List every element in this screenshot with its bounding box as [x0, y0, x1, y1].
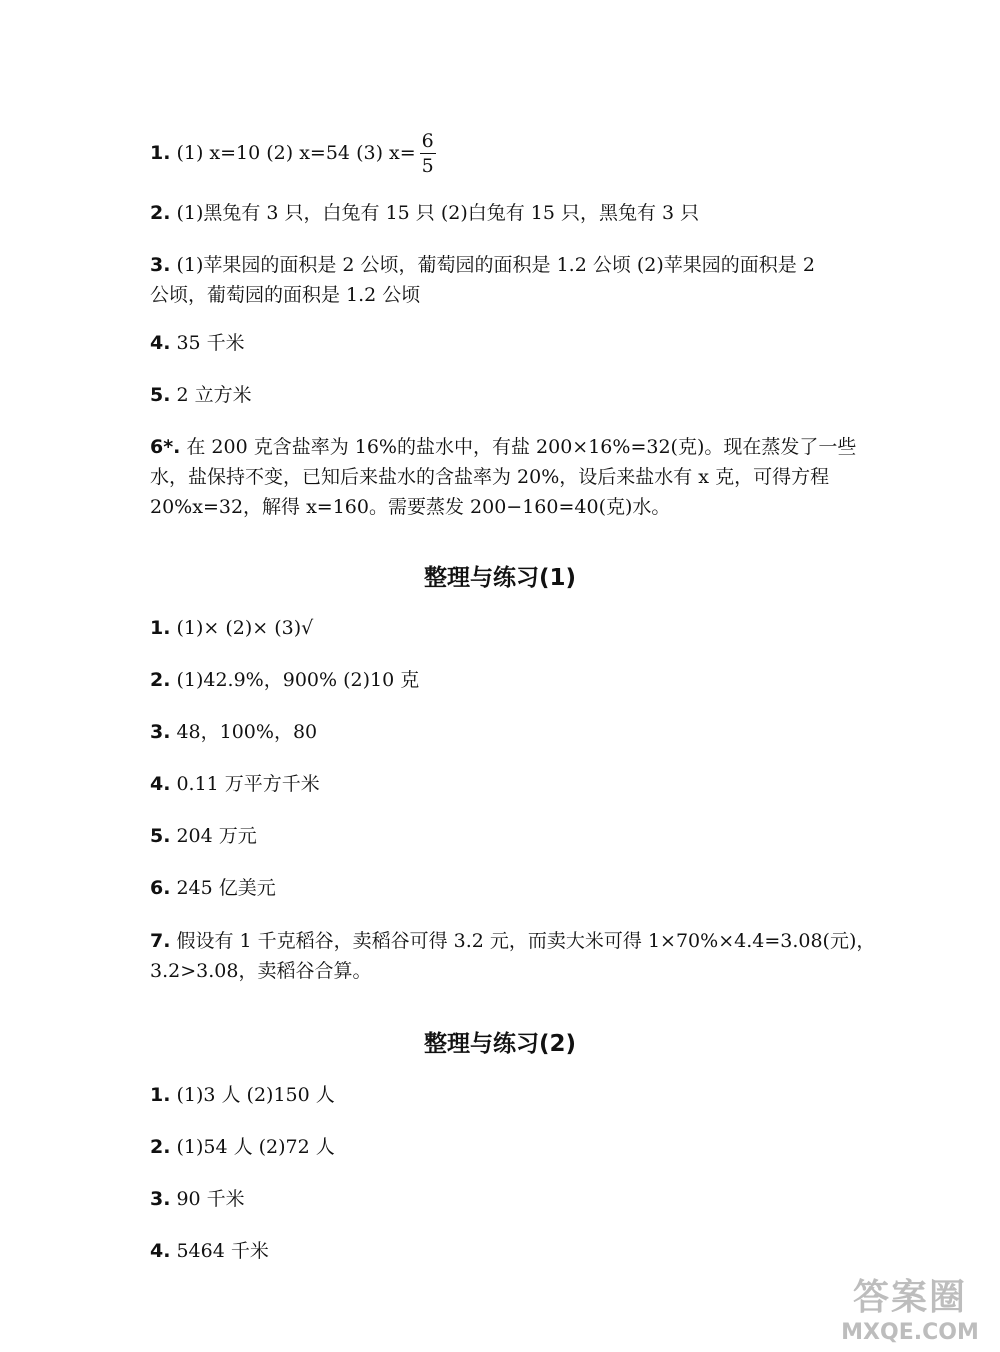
fraction — [420, 132, 436, 176]
answer-1 — [150, 1080, 335, 1110]
question-number: 1. — [150, 617, 171, 639]
answer-1 — [150, 132, 436, 176]
answer-text-line-1: (1)苹果园的面积是 2 公顷，葡萄园的面积是 1.2 公顷 (2)苹果园的面积是 2 — [176, 254, 815, 276]
question-number: 5. — [150, 384, 171, 406]
question-number: 7. — [150, 930, 171, 952]
answer-3 — [150, 1184, 245, 1214]
section-heading-2: 整理与练习(2) — [423, 1031, 577, 1057]
answer-6 — [150, 873, 276, 903]
answer-3 — [150, 717, 317, 747]
answer-5 — [150, 821, 257, 851]
answer-text: 245 亿美元 — [176, 877, 276, 899]
answer-2 — [150, 665, 419, 695]
answer-text-line-1: 在 200 克含盐率为 16%的盐水中，有盐 200×16%=32(克)。现在蒸发了一些 — [186, 436, 857, 458]
answer-text-line-2: 3.2>3.08，卖稻谷合算。 — [150, 960, 372, 982]
answer-text: (1)黑兔有 3 只，白兔有 15 只 (2)白兔有 15 只，黑兔有 3 只 — [176, 202, 700, 224]
answer-4 — [150, 1236, 269, 1266]
answer-1 — [150, 613, 313, 643]
question-number: 4. — [150, 332, 171, 354]
answer-text: 48，100%，80 — [176, 721, 318, 743]
question-number: 1. — [150, 142, 171, 164]
question-number: 1. — [150, 1084, 171, 1106]
answer-4 — [150, 328, 245, 358]
question-number: 2. — [150, 1136, 171, 1158]
section-heading-1: 整理与练习(1) — [423, 565, 577, 591]
watermark-site-text: MXQE.COM — [841, 1320, 979, 1345]
watermark-logo — [830, 1276, 990, 1346]
answer-text: 90 千米 — [176, 1188, 245, 1210]
answer-3 — [150, 250, 815, 310]
fraction-denominator: 5 — [421, 155, 434, 177]
question-number: 2. — [150, 669, 171, 691]
question-number: 6. — [150, 877, 171, 899]
answer-text: 35 千米 — [176, 332, 245, 354]
answer-7 — [150, 926, 875, 986]
answer-text-line-2: 公顷，葡萄园的面积是 1.2 公顷 — [150, 284, 421, 306]
answer-text: (1) x=10 (2) x=54 (3) x= — [176, 142, 416, 164]
watermark-logo-text: 答案圈 — [852, 1277, 967, 1318]
answer-text-line-3: 20%x=32，解得 x=160。需要蒸发 200−160=40(克)水。 — [150, 496, 671, 518]
answer-text: 204 万元 — [176, 825, 257, 847]
answer-5 — [150, 380, 252, 410]
answer-text: (1)3 人 (2)150 人 — [176, 1084, 335, 1106]
answer-text-line-2: 水，盐保持不变，已知后来盐水的含盐率为 20%，设后来盐水有 x 克，可得方程 — [150, 466, 830, 488]
question-number: 5. — [150, 825, 171, 847]
question-number: 4. — [150, 1240, 171, 1262]
answer-text-line-1: 假设有 1 千克稻谷，卖稻谷可得 3.2 元，而卖大米可得 1×70%×4.4=3.08(元)， — [176, 930, 876, 952]
question-number: 3. — [150, 1188, 171, 1210]
answer-4 — [150, 769, 320, 799]
answer-text: (1)42.9%，900% (2)10 克 — [176, 669, 420, 691]
answer-6 — [150, 432, 856, 522]
answer-2 — [150, 198, 699, 228]
question-number: 3. — [150, 721, 171, 743]
answer-text: (1)54 人 (2)72 人 — [176, 1136, 335, 1158]
answer-text: 0.11 万平方千米 — [176, 773, 320, 795]
question-number: 3. — [150, 254, 171, 276]
answer-text: (1)× (2)× (3)√ — [176, 617, 314, 639]
question-number: 2. — [150, 202, 171, 224]
question-number: 6*. — [150, 436, 181, 458]
fraction-numerator: 6 — [421, 130, 434, 152]
answer-2 — [150, 1132, 335, 1162]
answer-text: 5464 千米 — [176, 1240, 269, 1262]
question-number: 4. — [150, 773, 171, 795]
answer-text: 2 立方米 — [176, 384, 252, 406]
